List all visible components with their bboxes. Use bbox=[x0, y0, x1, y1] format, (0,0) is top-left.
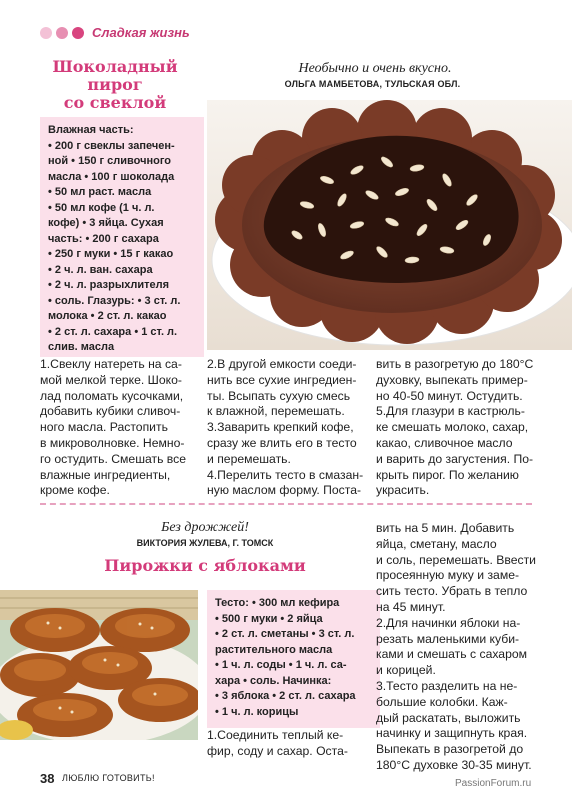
step-line: ного масла. Растопить bbox=[40, 420, 168, 435]
step-line: вить на 5 мин. Добавить bbox=[376, 521, 515, 535]
pies-illustration bbox=[0, 590, 198, 740]
step-line: в микроволновке. Немно- bbox=[40, 435, 185, 450]
ingredient-line: кофе) • 3 яйца. Сухая bbox=[48, 217, 164, 229]
step-line: и варить до загустения. По- bbox=[376, 451, 534, 466]
recipe1-steps-col1 bbox=[40, 357, 200, 499]
cake-photo bbox=[207, 100, 572, 350]
ingredient-line: • 50 мл раст. масла bbox=[48, 186, 152, 198]
step-line: влажные ингредиенты, bbox=[40, 467, 171, 482]
step-line: 1.Соединить теплый ке- bbox=[207, 728, 344, 742]
ingredient-line: • 2 ч. л. ван. сахара bbox=[48, 263, 153, 276]
step-line: нить все сухие ингредиен- bbox=[207, 372, 357, 387]
recipe2-ingredients bbox=[207, 590, 380, 728]
ingredient-line: • 50 мл кофе (1 ч. л. bbox=[48, 201, 155, 214]
step-line: 1.Свеклу натереть на са- bbox=[40, 357, 182, 371]
ingredient-line: • 200 г свеклы запечен- bbox=[48, 139, 175, 152]
dot-dark bbox=[72, 27, 84, 39]
step-line: Выпекать в разогретой до bbox=[376, 742, 524, 757]
ingredient-line: часть: • 200 г сахара bbox=[48, 232, 159, 245]
ingredient-line: • 2 ст. л. сметаны • 3 ст. л. bbox=[215, 628, 355, 640]
recipe1-title-line: со свеклой bbox=[63, 93, 167, 112]
step-line: украсить. bbox=[376, 483, 430, 498]
recipe2-steps-right bbox=[376, 521, 538, 774]
step-line: но 40-50 минут. Остудить. bbox=[376, 388, 523, 403]
step-line: мой мелкой терке. Шоко- bbox=[40, 372, 182, 387]
step-line: и корицей. bbox=[376, 663, 436, 678]
recipe1-title-line: пирог bbox=[87, 75, 143, 94]
step-line: на 45 минут. bbox=[376, 599, 446, 614]
step-line: большие колобки. Каж- bbox=[376, 694, 508, 709]
ingredient-line: • 250 г муки • 15 г какао bbox=[48, 248, 174, 260]
step-line: и перемешать. bbox=[207, 451, 291, 466]
ingredient-line: слив. масла bbox=[48, 341, 115, 353]
step-line: вить в разогретую до 180°С bbox=[376, 357, 534, 371]
step-line: ками и смешать с сахаром bbox=[376, 647, 528, 662]
dot-medium bbox=[56, 27, 68, 39]
step-line: 4.Перелить тесто в смазан- bbox=[207, 467, 364, 482]
section-dots bbox=[40, 27, 84, 39]
ingredient-line: • 2 ч. л. разрыхлителя bbox=[48, 279, 170, 291]
step-line: 2.В другой емкости соеди- bbox=[207, 357, 357, 371]
recipe2-steps-bottom bbox=[207, 728, 367, 760]
step-line: го остудить. Смешать все bbox=[40, 451, 187, 466]
step-line: ты. Всыпать сухую смесь bbox=[207, 388, 351, 403]
step-line: просеянную муку и заме- bbox=[376, 568, 520, 583]
recipe2-tagline: Без дрожжей! bbox=[161, 520, 249, 535]
step-line: сить тесто. Убрать в тепло bbox=[376, 584, 528, 599]
step-line: резать маленькими куби- bbox=[376, 631, 520, 646]
step-line: духовку, выпекать пример- bbox=[376, 372, 528, 387]
step-line: ную маслом форму. Поста- bbox=[207, 483, 362, 498]
recipe2-title: Пирожки с яблоками bbox=[104, 556, 306, 575]
step-line: добавить кубики сливоч- bbox=[40, 404, 181, 419]
recipe1-title-line: Шоколадный bbox=[52, 57, 178, 76]
ingredient-line: молока • 2 ст. л. какао bbox=[48, 310, 167, 322]
step-line: дый раскатать, выложить bbox=[376, 710, 521, 725]
ingredient-line: растительного масла bbox=[215, 643, 333, 656]
ingredient-line: Тесто: • 300 мл кефира bbox=[215, 597, 340, 609]
section-label: Сладкая жизнь bbox=[92, 25, 190, 40]
step-line: к влажной, перемешать. bbox=[207, 404, 345, 419]
ingredient-line: масла • 100 г шоколада bbox=[48, 170, 175, 183]
recipe1-steps-col2 bbox=[207, 357, 367, 499]
cake-illustration bbox=[207, 100, 572, 350]
step-line: начинку и защипнуть края. bbox=[376, 726, 528, 741]
magazine-name: ЛЮБЛЮ ГОТОВИТЬ! bbox=[62, 773, 155, 783]
recipe1-ingredients bbox=[40, 117, 204, 357]
ingredient-line: • 500 г муки • 2 яйца bbox=[215, 612, 323, 625]
ingredient-line: • 3 яблока • 2 ст. л. сахара bbox=[215, 690, 356, 702]
site-watermark: PassionForum.ru bbox=[455, 778, 532, 789]
step-line: фир, соду и сахар. Оста- bbox=[207, 743, 348, 758]
step-line: крыть пирог. По желанию bbox=[376, 467, 519, 482]
step-line: и соль, перемешать. Ввести bbox=[376, 552, 536, 567]
ingredient-line: • 1 ч. л. корицы bbox=[215, 705, 299, 718]
ingredient-line: Влажная часть: bbox=[48, 124, 134, 136]
recipe1-author: ОЛЬГА МАМБЕТОВА, ТУЛЬСКАЯ ОБЛ. bbox=[284, 79, 461, 89]
recipe1-title bbox=[40, 58, 190, 112]
ingredient-line: • 1 ч. л. соды • 1 ч. л. са- bbox=[215, 659, 347, 671]
ingredient-line: • соль. Глазурь: • 3 ст. л. bbox=[48, 294, 181, 307]
ingredient-line: хара • соль. Начинка: bbox=[215, 674, 332, 687]
step-line: 5.Для глазури в кастрюль- bbox=[376, 404, 525, 419]
dot-light bbox=[40, 27, 52, 39]
step-line: 3.Тесто разделить на не- bbox=[376, 678, 518, 693]
page-number: 38 bbox=[40, 771, 55, 786]
step-line: ке смешать молоко, сахар, bbox=[376, 420, 529, 435]
step-line: 3.Заварить крепкий кофе, bbox=[207, 420, 354, 435]
step-line: кроме кофе. bbox=[40, 483, 110, 498]
step-line: 180°С духовке 30-35 минут. bbox=[376, 757, 532, 772]
recipe1-steps-col3 bbox=[376, 357, 536, 499]
ingredient-line: • 2 ст. л. сахара • 1 ст. л. bbox=[48, 325, 178, 338]
recipe2-author: ВИКТОРИЯ ЖУЛЕВА, Г. ТОМСК bbox=[136, 538, 274, 548]
dashed-divider bbox=[40, 503, 532, 505]
recipe1-tagline: Необычно и очень вкусно. bbox=[298, 61, 452, 76]
step-line: 2.Для начинки яблоки на- bbox=[376, 615, 521, 630]
step-line: сразу же влить его в тесто bbox=[207, 435, 357, 450]
step-line: лад поломать кусочками, bbox=[40, 388, 184, 403]
ingredient-line: ной • 150 г сливочного bbox=[48, 155, 171, 167]
step-line: какао, сливочное масло bbox=[376, 435, 513, 450]
pies-photo bbox=[0, 590, 198, 740]
step-line: яйца, сметану, масло bbox=[376, 536, 497, 551]
